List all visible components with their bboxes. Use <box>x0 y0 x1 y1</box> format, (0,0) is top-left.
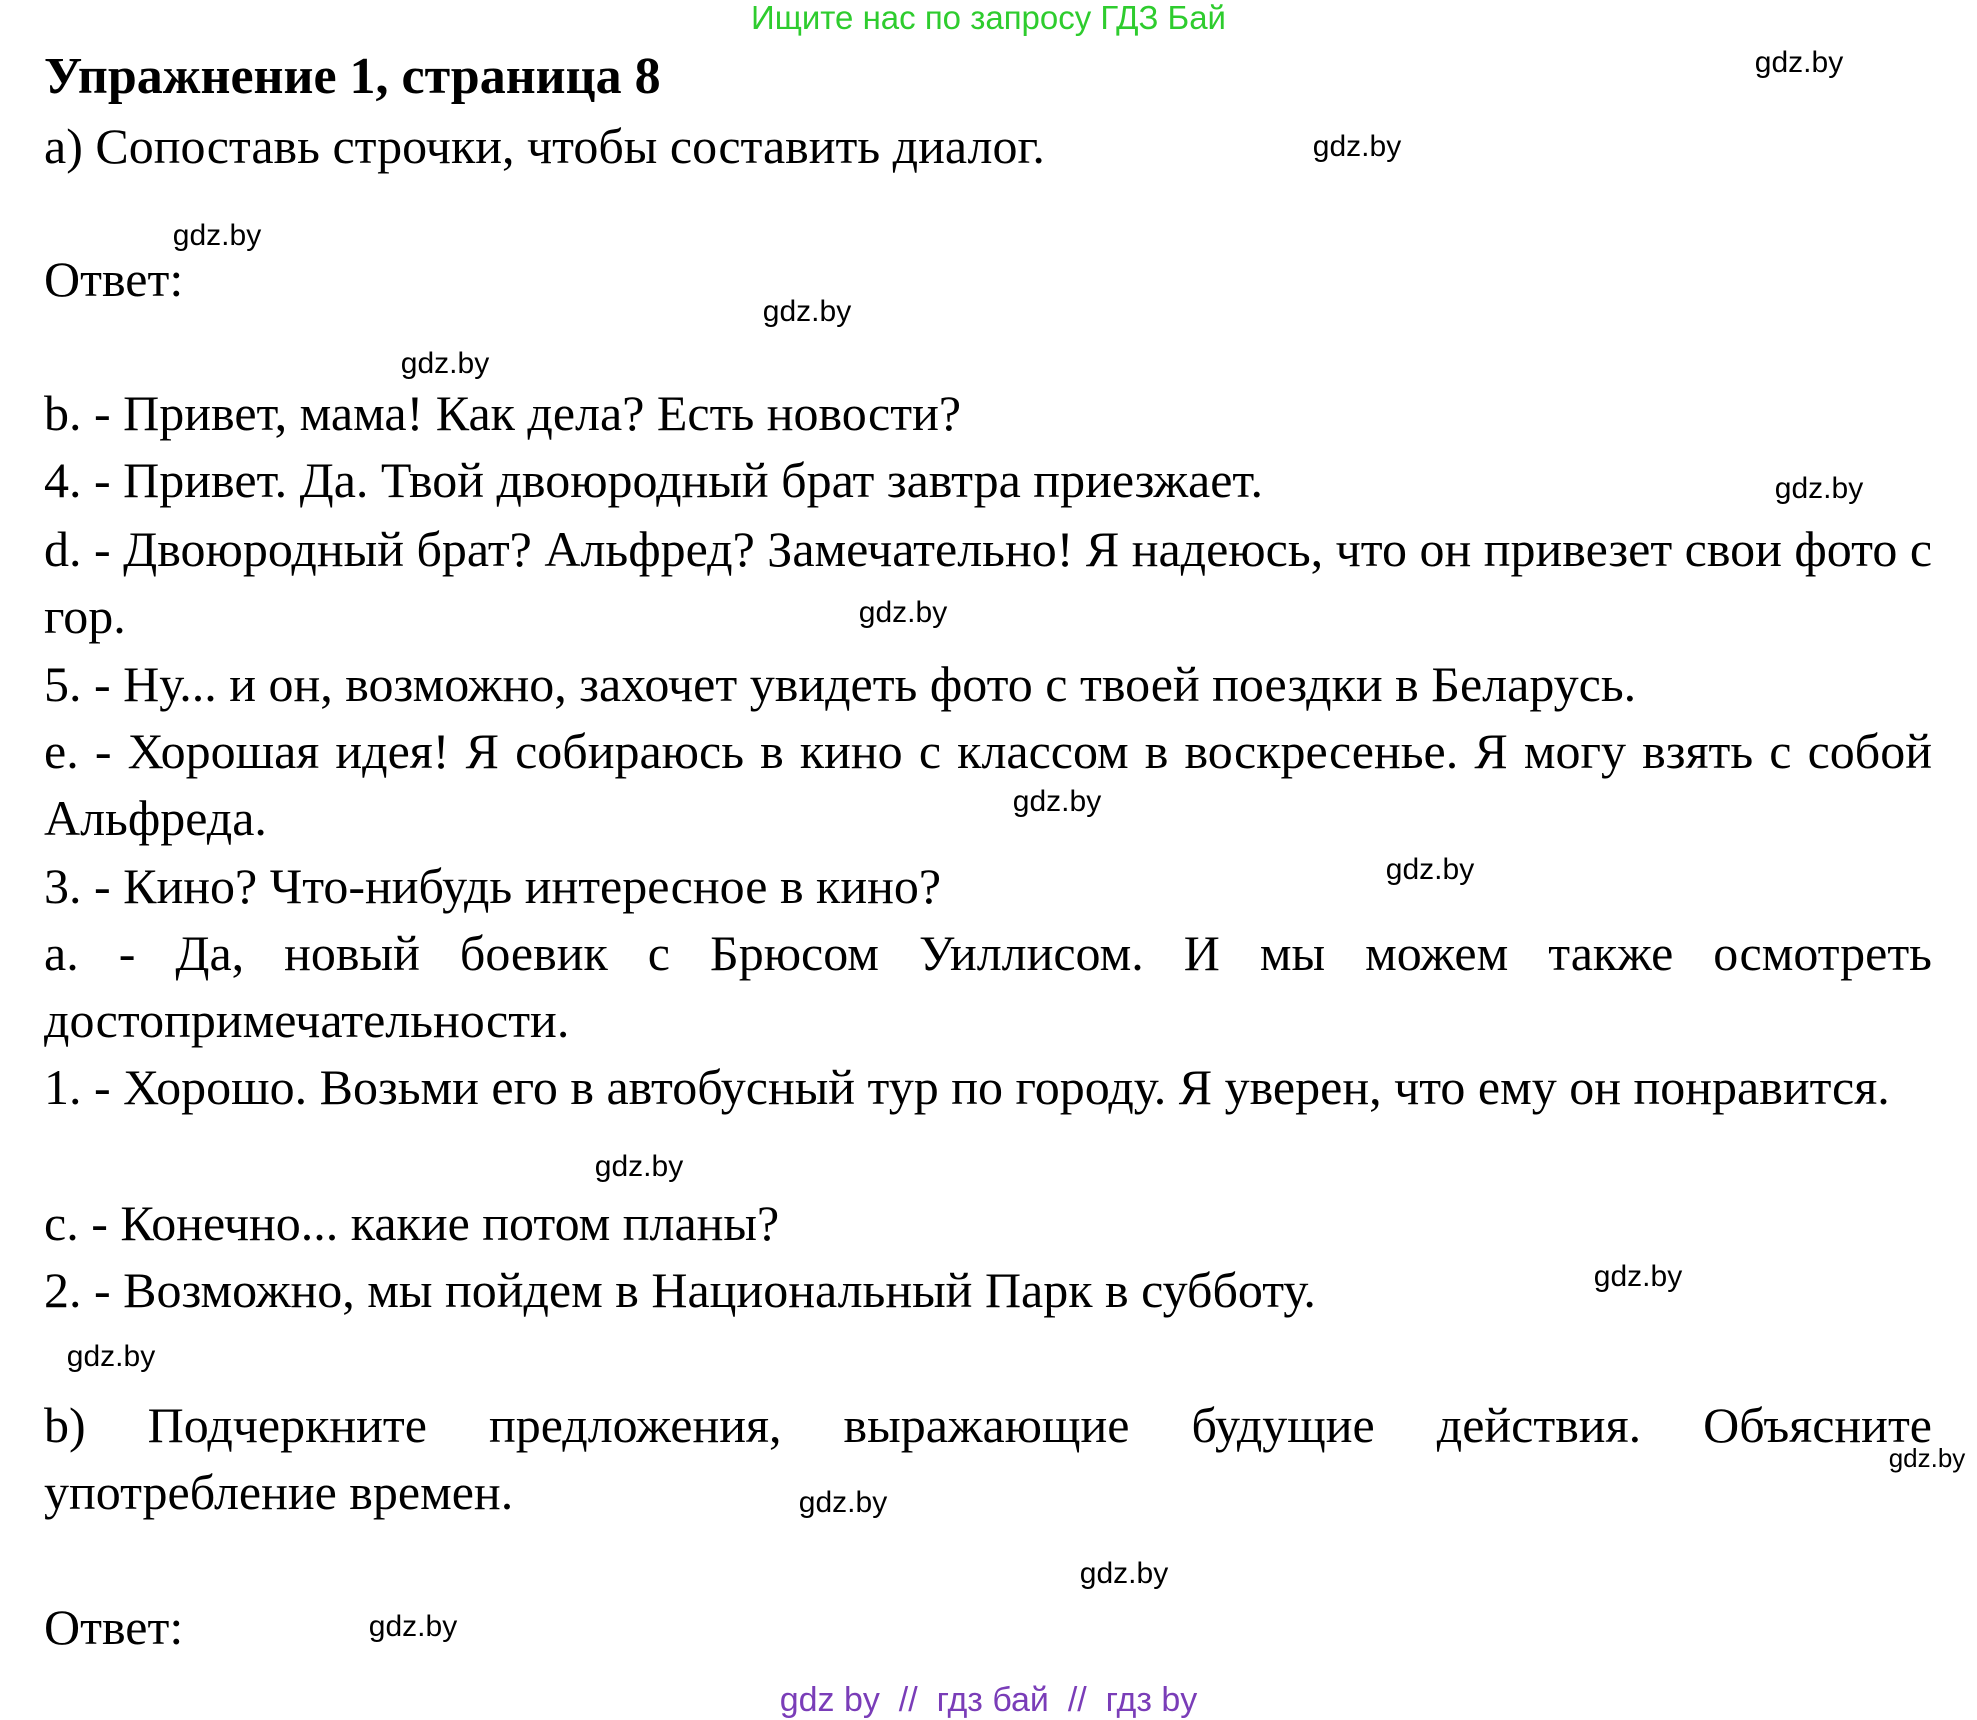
dialog-line: 5. - Ну... и он, возможно, захочет увидеть фото с твоей поездки в Беларусь. <box>44 656 1637 712</box>
dialog-line: 3. - Кино? Что-нибудь интересное в кино? <box>44 858 942 914</box>
dialog-line: d. - Двоюродный брат? Альфред? Замечательно! Я надеюсь, что он привезет свои фото с гор. <box>44 521 1933 644</box>
dialog-line: 2. - Возможно, мы пойдем в Национальный Парк в субботу. <box>44 1262 1316 1318</box>
search-banner: Ищите нас по запросу ГДЗ Бай <box>751 0 1226 36</box>
watermark: gdz.by <box>858 596 948 629</box>
watermark: gdz.by <box>1888 1443 1966 1473</box>
watermark: gdz.by <box>1312 130 1402 163</box>
watermark: gdz.by <box>762 295 852 328</box>
watermark: gdz.by <box>66 1340 156 1373</box>
dialog-line: 1. - Хорошо. Возьми его в автобусный тур по городу. Я уверен, что ему он понравится. <box>44 1059 1890 1115</box>
watermark: gdz.by <box>594 1150 684 1183</box>
watermark: gdz.by <box>1754 46 1844 79</box>
dialog-line: 4. - Привет. Да. Твой двоюродный брат завтра приезжает. <box>44 452 1263 508</box>
watermark: gdz.by <box>1593 1260 1683 1293</box>
page-title: Упражнение 1, страница 8 <box>44 48 661 105</box>
watermark: gdz.by <box>368 1610 458 1643</box>
dialog-line: e. - Хорошая идея! Я собираюсь в кино с классом в воскресенье. Я могу взять с собой Альфреда. <box>44 723 1932 846</box>
task-a: а) Сопоставь строчки, чтобы составить диалог. <box>44 118 1045 174</box>
watermark: gdz.by <box>1774 472 1864 505</box>
answer-label: Ответ: <box>44 251 184 307</box>
watermark: gdz.by <box>798 1486 888 1519</box>
watermark: gdz.by <box>1012 785 1102 818</box>
dialog-line: a. - Да, новый боевик с Брюсом Уиллисом. И мы можем также осмотреть достопримечательности. <box>44 925 1932 1048</box>
task-b: b) Подчеркните предложения, выражающие будущие действия. Объясните употребление времен. <box>44 1397 1932 1520</box>
footer-links: gdz by // гдз бай // гдз by <box>779 1681 1198 1719</box>
watermark: gdz.by <box>400 347 490 380</box>
watermark: gdz.by <box>1079 1557 1169 1590</box>
dialog-line: c. - Конечно... какие потом планы? <box>44 1195 780 1251</box>
dialog-line: b. - Привет, мама! Как дела? Есть новости? <box>44 385 962 441</box>
watermark: gdz.by <box>1385 853 1475 886</box>
watermark: gdz.by <box>172 219 262 252</box>
answer-label: Ответ: <box>44 1599 184 1655</box>
